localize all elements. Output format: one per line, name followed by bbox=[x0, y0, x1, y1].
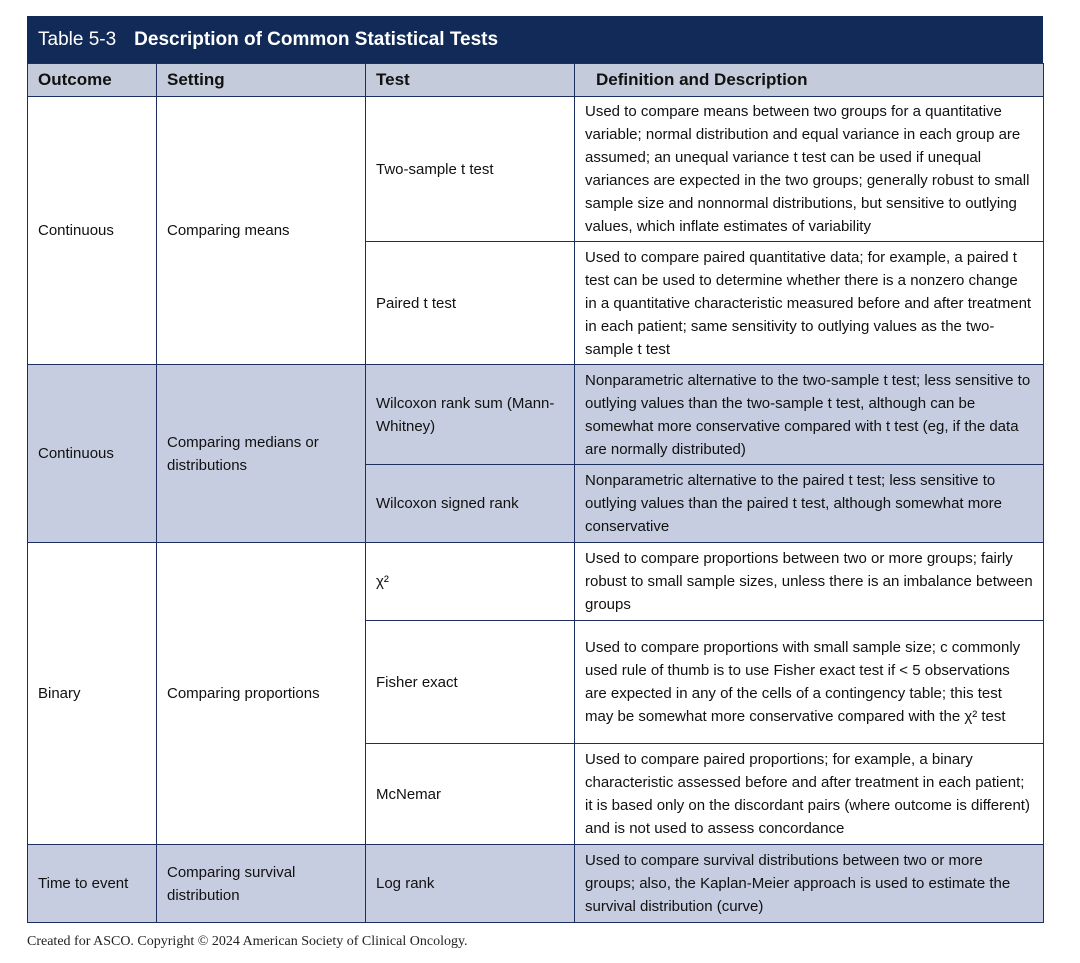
header-definition: Definition and Description bbox=[575, 64, 1044, 97]
copyright-footer: Created for ASCO. Copyright © 2024 American Society of Clinical Oncology. bbox=[27, 934, 468, 949]
table-title-bar bbox=[27, 16, 1043, 63]
definition-cell: Nonparametric alternative to the paired t test; less sensitive to outlying values than the paired t test, although somewhat more conservative bbox=[575, 465, 1044, 543]
setting-cell: Comparing proportions bbox=[157, 543, 366, 845]
test-cell: Wilcoxon signed rank bbox=[366, 465, 575, 543]
test-cell: χ² bbox=[366, 543, 575, 621]
setting-cell: Comparing medians or distributions bbox=[157, 365, 366, 543]
definition-cell: Used to compare means between two groups for a quantitative variable; normal distribution and equal variance in each group are assumed; an unequal variance t test can be used if unequal variances are expected in the two groups; generally robust to small sample size and nonnormal distributions, but sensitive to outlying values, which inflate estimates of variability bbox=[575, 97, 1044, 242]
definition-cell: Nonparametric alternative to the two-sample t test; less sensitive to outlying values than the two-sample t test, although can be somewhat more conservative compared with t test (eg, if the data are normally distributed) bbox=[575, 365, 1044, 465]
definition-cell: Used to compare paired quantitative data; for example, a paired t test can be used to determine whether there is a nonzero change in a quantitative characteristic measured before and after treatment in each patient; same sensitivity to outlying values as the two-sample t test bbox=[575, 242, 1044, 365]
table-number: Table 5-3 bbox=[38, 28, 117, 50]
statistical-tests-table bbox=[27, 63, 1044, 923]
table-title: Description of Common Statistical Tests bbox=[134, 28, 499, 50]
test-cell: McNemar bbox=[366, 744, 575, 845]
definition-cell: Used to compare paired proportions; for example, a binary characteristic assessed before and after treatment in each patient; it is based only on the discordant pairs (where outcome is different) and is not used to assess concordance bbox=[575, 744, 1044, 845]
table-row bbox=[28, 97, 1044, 242]
test-cell: Wilcoxon rank sum (Mann-Whitney) bbox=[366, 365, 575, 465]
definition-cell: Used to compare proportions with small sample size; c commonly used rule of thumb is to use Fisher exact test if < 5 observations are expected in any of the cells of a contingency table; this test may be somewhat more conservative compared with the χ² test bbox=[575, 621, 1044, 744]
test-cell: Log rank bbox=[366, 845, 575, 923]
setting-cell: Comparing survival distribution bbox=[157, 845, 366, 923]
definition-cell: Used to compare survival distributions between two or more groups; also, the Kaplan-Meier approach is used to estimate the survival distribution (curve) bbox=[575, 845, 1044, 923]
test-cell: Paired t test bbox=[366, 242, 575, 365]
table-row bbox=[28, 365, 1044, 465]
header-test: Test bbox=[366, 64, 575, 97]
outcome-cell: Time to event bbox=[28, 845, 157, 923]
outcome-cell: Continuous bbox=[28, 97, 157, 365]
test-cell: Two-sample t test bbox=[366, 97, 575, 242]
header-row bbox=[28, 64, 1044, 97]
definition-cell: Used to compare proportions between two or more groups; fairly robust to small sample sizes, unless there is an imbalance between groups bbox=[575, 543, 1044, 621]
outcome-cell: Continuous bbox=[28, 365, 157, 543]
test-cell: Fisher exact bbox=[366, 621, 575, 744]
statistical-tests-table-frame bbox=[27, 16, 1043, 923]
table-row bbox=[28, 845, 1044, 923]
outcome-cell: Binary bbox=[28, 543, 157, 845]
header-setting: Setting bbox=[157, 64, 366, 97]
table-row bbox=[28, 543, 1044, 621]
header-outcome: Outcome bbox=[28, 64, 157, 97]
setting-cell: Comparing means bbox=[157, 97, 366, 365]
